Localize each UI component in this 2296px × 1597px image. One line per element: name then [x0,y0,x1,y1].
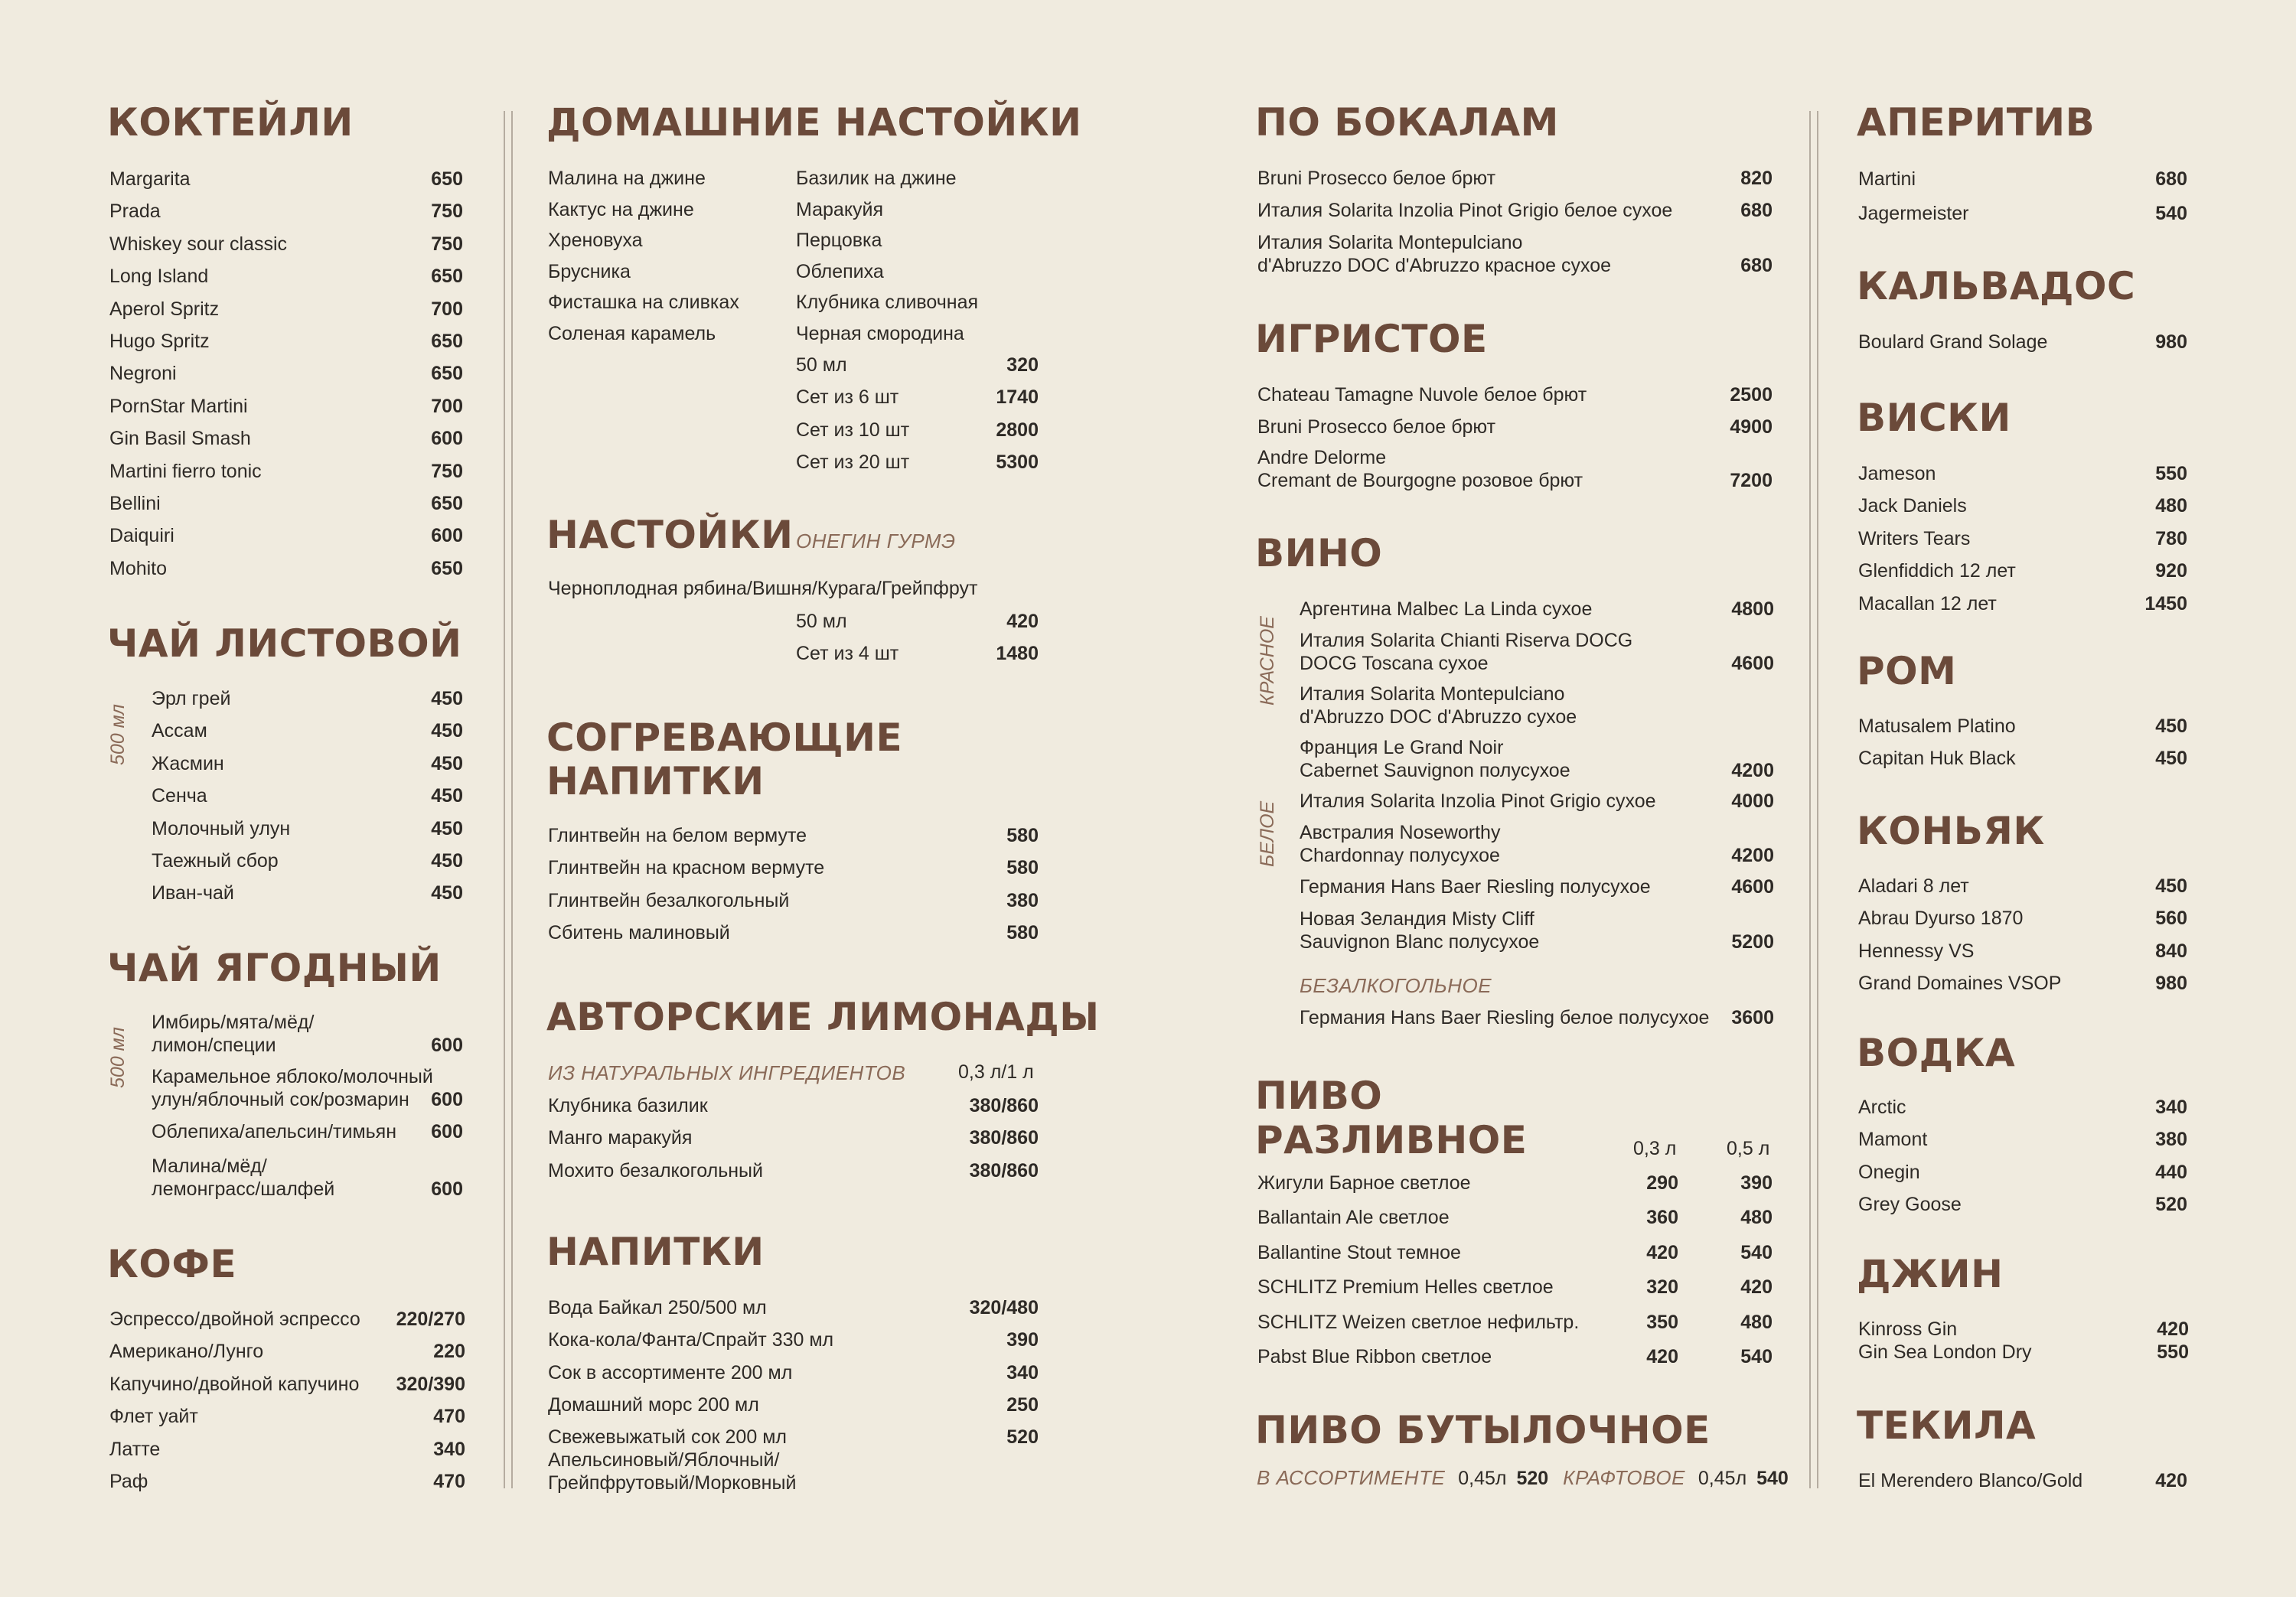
sparkling-item-price: 4900 [1730,416,1773,438]
section-title-calvados: КАЛЬВАДОС [1857,264,2136,308]
item-price: 750 [431,200,463,223]
wine-red-item-price: 4800 [1731,598,1774,620]
item-name: Negroni [109,363,177,385]
item-name: Глинтвейн на красном вермуте [548,857,825,879]
section-title-infusions: НАСТОЙКИ [546,513,794,557]
item-name: PornStar Martini [109,395,248,417]
item-price: 420 [2157,1318,2189,1340]
home-infusion-item: Черная смородина [796,322,964,344]
item-name: Клубника базилик [548,1095,708,1116]
item-price: 380 [2155,1129,2187,1151]
item-name: Capitan Huk Black [1858,748,2016,770]
menu-page: КОКТЕЙЛИ ЧАЙ ЛИСТОВОЙ 500 мл ЧАЙ ЯГОДНЫЙ 500 мл КОФЕ ДОМАШНИЕ НАСТОЙКИ НАСТОЙКИ ОНЕГИН ГУРМЭ Черноплодная рябина/Вишня/Курага/Грейпфрут СОГРЕВАЮЩИЕ НАПИТКИ АВТОРСКИЕ ЛИМОНАДЫ ИЗ НАТУРАЛЬНЫХ ИНГРЕДИЕНТОВ 0,3 л/1 л НАПИТКИ ПО БОКАЛАМ ИГРИСТОЕ ВИНО КРАСНОЕ БЕЛОЕ БЕЗАЛКОГОЛЬНОЕ Германия Hans Baer Riesling белое полусухое 3600 ПИВО РАЗЛИВНОЕ 0,3 л 0,5 л ПИВО БУТЫЛОЧНОЕ В АССОРТИМЕНТЕ 0,45л 520 КРАФТОВОЕ 0,45л 540 АПЕРИТИВ КАЛЬВАДОС ВИСКИ РОМ КОНЬЯК ВОДКА ДЖИН ТЕКИЛА Margarita 650 Prada 750 Whiskey sour classic 750 Long Island 650 Aperol Spritz 700 Hugo Spritz 650 Negroni 650 PornStar Martini 700 Gin Basil Smash 600 Martini fierro tonic 750 Bellini 650 Daiquiri 600 Mohito 650 Эрл грей 450 Ассам 450 Жасмин 450 Сенча 450 Молочный улун 450 Таежный сбор 450 Иван-чай 450 Имбирь/мята/мёд/ лимон/специи 600 Карамельное яблоко/молочный улун/яблочный сок/розмарин 600 Облепиха/апельсин/тимьян 600 Малина/мёд/ лемонграсс/шалфей 600 Эспрессо/двойной эспрессо 220/270 Американо/Лунго 220 Капучино/двойной капучино 320/390 Флет уайт 470 Латте 340 Раф 470 Малина на джине Кактус на джине Хреновуха Брусника Фисташка на сливках Соленая карамель Базилик на джине Маракуйя Перцовка Облепиха Клубника сливочная Черная смородина 50 мл 320 Сет из 6 шт 1740 Сет из 10 шт 2800 Сет из 20 шт 5300 50 мл 420 Сет из 4 шт 1480 Глинтвейн на белом вермуте 580 Глинтвейн на красном вермуте 580 Глинтвейн безалкогольный 380 Сбитень малиновый 580 Клубника базилик 380/860 Манго маракуйя 380/860 Мохито безалкогольный 380/860 Вода Байкал 250/500 мл 320/480 Кока-кола/Фанта/Спрайт 330 мл 390 Сок в ассортименте 200 мл 340 Домашний морс 200 мл 250 Свежевыжатый сок 200 мл Апельсиновый/Яблочный/ Грейпфрутовый/Морковный 520 Bruni Prosecco белое брют 820 Италия Solarita Inzolia Pinot Grigio белое сухое 680 Италия Solarita Montepulciano d'Abruzzo DOC d'Abruzzo красное сухое 680 Chateau Tamagne Nuvole белое брют 2500 Bruni Prosecco белое брют 4900 Andre Delorme Cremant de Bourgogne розовое брют 7200 Аргентина Malbec La Linda сухое 4800 Италия Solarita Chianti Riserva DOCG DOCG Toscana сухое 4600 Италия Solarita Montepulciano d'Abruzzo DOC d'Abruzzo сухое Франция Le Grand Noir Cabernet Sauvignon полусухое 4200 Италия Solarita Inzolia Pinot Grigio сухое 4000 Австралия Noseworthy Chardonnay полусухое 4200 Германия Hans Baer Riesling полусухое 4600 Новая Зеландия Misty Cliff Sauvignon Blanc полусухое 5200 Жигули Барное светлое 290 390 Ballantain Ale светлое 360 480 Ballantine Stout темное 420 540 SCHLITZ Premium Helles светлое 320 420 SCHLITZ Weizen светлое нефильтр. 350 480 Pabst Blue Ribbon светлое 420 540 Martini 680 Jagermeister 540 Boulard Grand Solage 980 Jameson 550 Jack Daniels 480 Writers Tears 780 Glenfiddich 12 лет 920 Macallan 12 лет 1450 Matusalem Platino 450 Capitan Huk Black 450 Aladari 8 лет 450 Abrau Dyurso 1870 560 Hennessy VS 840 Grand Domaines VSOP 980 Arctic 340 Mamont 380 Onegin 440 Grey Goose 520 Kinross Gin 420 Gin Sea London Dry 550 El Merendero Blanco/Gold 420 [107,100,2189,1494]
wine-white-item-line2: Chardonnay полусухое [1300,845,1500,866]
item-price: 580 [1006,857,1039,879]
item-price: 450 [2155,875,2187,897]
item-price: 650 [431,168,463,190]
item-price: 520 [2155,1194,2187,1216]
item-price: 920 [2155,560,2187,582]
item-name: Иван-чай [152,882,234,904]
wine-red-item-line2: DOCG Toscana сухое [1300,653,1489,674]
column-divider [504,111,505,1488]
item-price: 5300 [996,451,1039,474]
berry-tea-item-price: 600 [431,1121,463,1142]
item-price: 560 [2155,908,2187,930]
wine-white-item-price: 4200 [1731,845,1774,866]
item-name: 50 мл [796,354,847,376]
item-name: Ассам [152,720,207,742]
item-price: 550 [2157,1341,2189,1363]
item-name: Aperol Spritz [109,298,220,320]
wine-red-item-line1: Франция Le Grand Noir [1300,737,1504,758]
wine-red-item-price: 4200 [1731,760,1774,781]
draft-beer-price-03: 420 [1646,1241,1678,1263]
item-name: Сет из 4 шт [796,643,899,665]
item-price: 780 [2155,527,2187,549]
section-title-tequila: ТЕКИЛА [1857,1403,2037,1448]
home-infusion-item: Клубника сливочная [796,292,979,313]
item-price: 680 [2155,168,2187,190]
item-price: 390 [1006,1329,1039,1351]
draft-beer-price-05: 420 [1740,1276,1773,1299]
item-name: Kinross Gin [1858,1318,1958,1340]
berry-tea-item-line1: Имбирь/мята/мёд/ [152,1012,315,1033]
draft-beer-name: SCHLITZ Weizen светлое нефильтр. [1257,1311,1580,1333]
draft-beer-name: Pabst Blue Ribbon светлое [1257,1346,1492,1367]
berry-tea-item-line1: Карамельное яблоко/молочный [152,1066,433,1087]
draft-beer-price-05: 480 [1740,1311,1773,1333]
item-price: 220 [433,1341,465,1363]
item-name: 50 мл [796,611,847,632]
item-price: 320 [1006,354,1039,376]
berry-tea-item-line2: лимон/специи [152,1035,276,1056]
draft-beer-name: Жигули Барное светлое [1257,1172,1471,1194]
draft-beer-price-03: 350 [1646,1311,1678,1333]
section-title-aperitif: АПЕРИТИВ [1857,100,2095,145]
juice-line3: Грейпфрутовый/Морковный [548,1472,797,1494]
section-title-lemonades: АВТОРСКИЕ ЛИМОНАДЫ [546,995,1100,1039]
home-infusion-item: Маракуйя [796,198,884,220]
home-infusion-item: Брусника [548,260,631,282]
item-name: Hennessy VS [1858,940,1975,962]
sparkling-item-line1: Bruni Prosecco белое брют [1257,416,1496,438]
by-glass-item-price: 680 [1740,200,1773,221]
item-price: 450 [431,817,463,839]
item-price: 340 [1006,1361,1039,1384]
wine-white-item-line2: Sauvignon Blanc полусухое [1300,931,1540,953]
draft-beer-name: Ballantine Stout темное [1257,1241,1461,1263]
item-name: Martini [1858,168,1916,190]
home-infusion-item: Соленая карамель [548,322,716,344]
section-title-draft-beer-2: РАЗЛИВНОЕ [1255,1118,1528,1162]
item-name: El Merendero Blanco/Gold [1858,1470,2083,1491]
sparkling-item-price: 7200 [1730,470,1773,491]
item-price: 450 [431,688,463,709]
section-title-coffee: КОФЕ [107,1242,237,1286]
bottle-beer-row: В АССОРТИМЕНТЕ 0,45л 520 КРАФТОВОЕ 0,45л 540 [1257,1466,1789,1489]
berry-tea-item-price: 600 [431,1178,463,1200]
item-price: 650 [431,331,463,352]
item-name: Сет из 10 шт [796,419,910,441]
sparkling-item-line1: Andre Delorme [1257,447,1387,468]
by-glass-item-price: 820 [1740,168,1773,189]
by-glass-item-line1: Италия Solarita Inzolia Pinot Grigio белое сухое [1257,200,1673,221]
berry-tea-item-price: 600 [431,1089,463,1110]
item-price: 580 [1006,922,1039,944]
berry-tea-volume: 500 мл [107,1027,129,1088]
draft-beer-price-03: 320 [1646,1276,1678,1299]
item-price: 1450 [2144,592,2187,614]
sparkling-item-line2: Cremant de Bourgogne розовое брют [1257,470,1583,491]
item-price: 980 [2155,331,2187,353]
item-name: Мохито безалкогольный [548,1159,763,1181]
lemonades-subtitle: ИЗ НАТУРАЛЬНЫХ ИНГРЕДИЕНТОВ [548,1061,906,1084]
item-name: Glenfiddich 12 лет [1858,560,2016,582]
wine-white-item-price: 4000 [1731,790,1774,812]
item-price: 380/860 [969,1159,1039,1181]
item-name: Глинтвейн безалкогольный [548,889,790,911]
item-name: Молочный улун [152,817,291,839]
item-price: 420 [2155,1470,2187,1491]
lemonades-volumes: 0,3 л/1 л [958,1061,1034,1083]
item-name: Daiquiri [109,525,174,547]
item-name: Таежный сбор [152,850,279,872]
draft-beer-price-05: 390 [1740,1172,1773,1194]
berry-tea-item-price: 600 [431,1035,463,1056]
home-infusion-item: Хреновуха [548,230,643,251]
item-price: 750 [431,233,463,255]
item-price: 450 [2155,748,2187,770]
item-price: 650 [431,493,463,514]
item-name: Кока-кола/Фанта/Спрайт 330 мл [548,1329,834,1351]
item-name: Латте [109,1438,161,1460]
item-price: 420 [1006,611,1039,632]
section-title-cocktails: КОКТЕЙЛИ [107,100,354,145]
item-name: Gin Sea London Dry [1858,1341,2032,1363]
draft-beer-name: SCHLITZ Premium Helles светлое [1257,1276,1554,1299]
item-price: 470 [433,1406,465,1428]
by-glass-item-line1: Bruni Prosecco белое брют [1257,168,1496,189]
item-price: 750 [431,460,463,482]
section-title-wine: ВИНО [1255,531,1383,575]
item-price: 700 [431,395,463,417]
wine-white-item-price: 4600 [1731,876,1774,898]
item-name: Jagermeister [1858,203,1969,224]
item-price: 540 [2155,203,2187,224]
home-infusion-item: Фисташка на сливках [548,292,739,313]
item-name: Сок в ассортименте 200 мл [548,1361,793,1384]
item-price: 380/860 [969,1095,1039,1116]
item-name: Gin Basil Smash [109,428,251,450]
item-price: 450 [431,882,463,904]
section-title-home-infusions: ДОМАШНИЕ НАСТОЙКИ [546,100,1082,145]
draft-beer-price-05: 540 [1740,1346,1773,1367]
item-price: 340 [2155,1097,2187,1118]
item-name: Капучино/двойной капучино [109,1373,360,1395]
column-divider [1809,111,1811,1488]
section-title-draft-beer-1: ПИВО [1255,1074,1383,1118]
wine-white-item-price: 5200 [1731,931,1774,953]
section-title-cognac: КОНЬЯК [1857,809,2045,853]
wine-red-item-line1: Италия Solarita Montepulciano [1300,683,1565,705]
item-name: Сенча [152,785,207,807]
item-name: Сет из 20 шт [796,451,910,474]
draft-beer-vol2: 0,5 л [1727,1138,1770,1159]
item-price: 840 [2155,940,2187,962]
item-name: Prada [109,200,161,223]
item-price: 320/480 [969,1297,1039,1318]
berry-tea-item-line1: Облепиха/апельсин/тимьян [152,1121,397,1142]
wine-nonalc-label: БЕЗАЛКОГОЛЬНОЕ [1300,974,1492,997]
item-price: 340 [433,1438,465,1460]
juice-line2: Апельсиновый/Яблочный/ [548,1449,780,1471]
item-price: 450 [431,785,463,807]
item-price: 480 [2155,495,2187,517]
item-name: Mamont [1858,1129,1928,1151]
item-name: Matusalem Platino [1858,715,2016,737]
section-title-rum: РОМ [1857,649,1957,693]
item-name: Jameson [1858,463,1936,484]
item-price: 440 [2155,1161,2187,1183]
wine-red-item-price: 4600 [1731,653,1774,674]
item-price: 650 [431,266,463,288]
item-name: Onegin [1858,1161,1920,1183]
section-title-berry-tea: ЧАЙ ЯГОДНЫЙ [107,946,442,990]
berry-tea-item-line1: Малина/мёд/ [152,1155,267,1177]
item-price: 470 [433,1471,465,1492]
home-infusion-item: Кактус на джине [548,198,694,220]
item-price: 700 [431,298,463,320]
wine-red-item-line1: Италия Solarita Chianti Riserva DOCG [1300,630,1633,651]
item-name: Домашний морс 200 мл [548,1394,759,1416]
sparkling-item-price: 2500 [1730,384,1773,406]
item-name: Long Island [109,266,209,288]
infusions-subtitle: ОНЕГИН ГУРМЭ [796,530,956,552]
draft-beer-name: Ballantain Ale светлое [1257,1207,1450,1229]
draft-beer-price-03: 420 [1646,1346,1678,1367]
section-title-whisky: ВИСКИ [1857,396,2011,440]
item-name: Жасмин [152,752,224,774]
juice-price: 520 [1006,1426,1039,1448]
item-name: Grand Domaines VSOP [1858,973,2062,995]
wine-white-item-line1: Новая Зеландия Misty Cliff [1300,908,1534,930]
draft-beer-price-05: 480 [1740,1207,1773,1229]
item-price: 380 [1006,889,1039,911]
by-glass-item-line2: d'Abruzzo DOC d'Abruzzo красное сухое [1257,255,1611,276]
item-name: Martini fierro tonic [109,460,262,482]
item-name: Grey Goose [1858,1194,1962,1216]
wine-red-label: КРАСНОЕ [1257,616,1278,706]
item-name: Bellini [109,493,161,514]
item-price: 600 [431,428,463,450]
by-glass-item-price: 680 [1740,255,1773,276]
item-name: Сбитень малиновый [548,922,730,944]
wine-red-item-line2: d'Abruzzo DOC d'Abruzzo сухое [1300,706,1577,728]
by-glass-item-line1: Италия Solarita Montepulciano [1257,232,1523,253]
item-name: Эрл грей [152,688,231,709]
item-price: 450 [431,850,463,872]
wine-white-item-line1: Австралия Noseworthy [1300,822,1501,843]
item-price: 1480 [996,643,1039,665]
item-name: Раф [109,1471,148,1492]
item-name: Arctic [1858,1097,1906,1118]
draft-beer-price-05: 540 [1740,1241,1773,1263]
section-title-warming-1: СОГРЕВАЮЩИЕ [546,715,903,760]
item-name: Вода Байкал 250/500 мл [548,1297,767,1318]
wine-red-item-line1: Аргентина Malbec La Linda сухое [1300,598,1593,620]
home-infusion-item: Малина на джине [548,168,706,189]
item-name: Margarita [109,168,191,190]
item-price: 450 [431,752,463,774]
section-title-warming-2: НАПИТКИ [546,759,765,803]
section-title-gin: ДЖИН [1857,1252,2004,1296]
item-price: 320/390 [396,1373,465,1395]
item-price: 2800 [996,419,1039,441]
item-name: Jack Daniels [1858,495,1967,517]
item-name: Writers Tears [1858,527,1971,549]
juice-line1: Свежевыжатый сок 200 мл [548,1426,787,1448]
leaf-tea-volume: 500 мл [107,704,129,765]
wine-white-item-line1: Германия Hans Baer Riesling полусухое [1300,876,1651,898]
sparkling-item-line1: Chateau Tamagne Nuvole белое брют [1257,384,1587,406]
draft-beer-vol1: 0,3 л [1633,1138,1677,1159]
item-name: Hugo Spritz [109,331,210,352]
berry-tea-item-line2: лемонграсс/шалфей [152,1178,335,1200]
item-price: 580 [1006,825,1039,846]
home-infusion-item: Базилик на джине [796,168,957,189]
item-price: 650 [431,363,463,385]
section-title-leaf-tea: ЧАЙ ЛИСТОВОЙ [107,621,462,666]
section-title-bottle-beer: ПИВО БУТЫЛОЧНОЕ [1255,1408,1711,1452]
item-name: Boulard Grand Solage [1858,331,2048,353]
item-price: 980 [2155,973,2187,995]
item-name: Aladari 8 лет [1858,875,1969,897]
item-name: Американо/Лунго [109,1341,264,1363]
wine-white-label: БЕЛОЕ [1257,800,1278,867]
item-name: Сет из 6 шт [796,386,899,409]
wine-red-item-line2: Cabernet Sauvignon полусухое [1300,760,1570,781]
item-name: Abrau Dyurso 1870 [1858,908,2024,930]
item-price: 380/860 [969,1127,1039,1149]
item-price: 450 [431,720,463,742]
draft-beer-price-03: 360 [1646,1207,1678,1229]
draft-beer-price-03: 290 [1646,1172,1678,1194]
item-name: Mohito [109,557,168,579]
item-name: Манго маракуйя [548,1127,693,1149]
item-name: Whiskey sour classic [109,233,287,255]
home-infusion-item: Облепиха [796,260,884,282]
item-price: 1740 [996,386,1039,409]
section-title-drinks: НАПИТКИ [546,1230,765,1274]
item-price: 450 [2155,715,2187,737]
item-price: 550 [2155,463,2187,484]
section-title-vodka: ВОДКА [1857,1031,2016,1075]
infusions-flavors: Черноплодная рябина/Вишня/Курага/Грейпфрут [548,578,978,599]
berry-tea-item-line2: улун/яблочный сок/розмарин [152,1089,409,1110]
item-name: Глинтвейн на белом вермуте [548,825,807,846]
item-name: Эспрессо/двойной эспрессо [109,1309,360,1330]
item-price: 600 [431,525,463,547]
item-price: 220/270 [396,1309,465,1330]
home-infusion-item: Перцовка [796,230,882,251]
item-name: Macallan 12 лет [1858,592,1997,614]
section-title-by-glass: ПО БОКАЛАМ [1255,100,1559,145]
item-price: 250 [1006,1394,1039,1416]
item-price: 650 [431,557,463,579]
section-title-sparkling: ИГРИСТОЕ [1255,317,1488,361]
wine-white-item-line1: Италия Solarita Inzolia Pinot Grigio сухое [1300,790,1656,812]
item-name: Флет уайт [109,1406,198,1428]
